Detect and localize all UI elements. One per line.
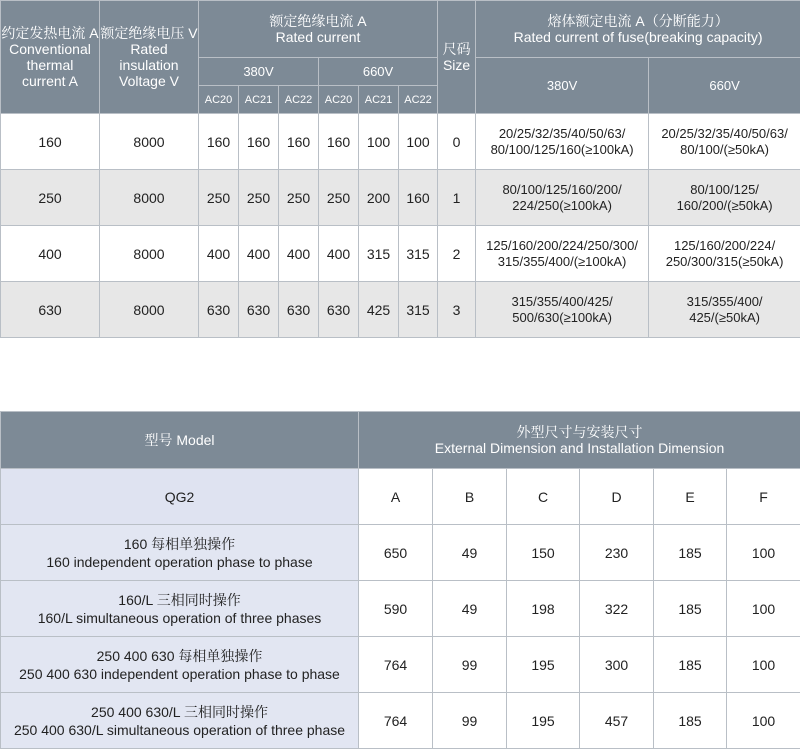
rated-current-cell: 250	[239, 170, 279, 226]
insulation-voltage-cell: 8000	[100, 170, 199, 226]
rated-current-cell: 250	[199, 170, 239, 226]
dimension-letter: A	[359, 469, 433, 525]
insulation-voltage-cell: 8000	[100, 282, 199, 338]
rated-current-header: 额定绝缘电流 A Rated current	[199, 1, 438, 58]
rated-current-cell: 400	[239, 226, 279, 282]
dimension-header: 外型尺寸与安装尺寸 External Dimension and Installation Dimension	[359, 412, 800, 469]
rated-current-cell: 630	[239, 282, 279, 338]
model-variant-cell: 160 每相单独操作 160 independent operation phase to phase	[1, 525, 359, 581]
rated-current-cell: 160	[399, 170, 438, 226]
table-row	[1, 114, 800, 170]
dimension-value: 300	[580, 637, 654, 693]
table-row	[1, 693, 800, 749]
model-name-cell: QG2	[1, 469, 359, 525]
rated-current-cell: 630	[199, 282, 239, 338]
dimension-value: 230	[580, 525, 654, 581]
dimension-value: 100	[727, 637, 800, 693]
insulation-voltage-cell: 8000	[100, 226, 199, 282]
table-row	[1, 170, 800, 226]
thermal-current-cell: 630	[1, 282, 100, 338]
dimension-value: 185	[654, 637, 727, 693]
dimension-value: 650	[359, 525, 433, 581]
fuse-380v-cell: 80/100/125/160/200/ 224/250(≥100kA)	[476, 170, 649, 226]
dimension-value: 457	[580, 693, 654, 749]
size-cell: 0	[438, 114, 476, 170]
table-row	[1, 282, 800, 338]
size-cell: 2	[438, 226, 476, 282]
dimension-value: 764	[359, 637, 433, 693]
dimension-value: 49	[433, 525, 507, 581]
fuse-660v-header: 660V	[649, 58, 800, 114]
thermal-current-header: 约定发热电流 A Conventional thermal current A	[1, 1, 100, 114]
thermal-current-cell: 250	[1, 170, 100, 226]
dimension-value: 195	[507, 693, 580, 749]
dimension-value: 99	[433, 637, 507, 693]
insulation-voltage-header: 额定绝缘电压 V Rated insulation Voltage V	[100, 1, 199, 114]
size-cell: 1	[438, 170, 476, 226]
fuse-380v-cell: 315/355/400/425/ 500/630(≥100kA)	[476, 282, 649, 338]
dimension-value: 185	[654, 525, 727, 581]
rated-current-cell: 315	[399, 226, 438, 282]
table-row	[1, 469, 800, 525]
fuse-380v-cell: 125/160/200/224/250/300/ 315/355/400/(≥100kA)	[476, 226, 649, 282]
dimension-table	[0, 411, 800, 749]
model-variant-cell: 250 400 630/L 三相同时操作 250 400 630/L simultaneous operation of three phase	[1, 693, 359, 749]
fuse-660v-cell: 125/160/200/224/ 250/300/315(≥50kA)	[649, 226, 800, 282]
rated-current-cell: 160	[319, 114, 359, 170]
model-variant-cell: 250 400 630 每相单独操作 250 400 630 independent operation phase to phase	[1, 637, 359, 693]
table-row	[1, 581, 800, 637]
dimension-letter: D	[580, 469, 654, 525]
rated-current-cell: 250	[319, 170, 359, 226]
fuse-660v-cell: 20/25/32/35/40/50/63/ 80/100/(≥50kA)	[649, 114, 800, 170]
rated-current-cell: 315	[399, 282, 438, 338]
category-ac21: AC21	[239, 86, 279, 114]
rated-current-cell: 315	[359, 226, 399, 282]
dimension-value: 185	[654, 581, 727, 637]
category-ac20: AC20	[199, 86, 239, 114]
size-cell: 3	[438, 282, 476, 338]
size-header: 尺码 Size	[438, 1, 476, 114]
dimension-value: 100	[727, 693, 800, 749]
thermal-current-cell: 400	[1, 226, 100, 282]
fuse-current-header: 熔体额定电流 A（分断能力） Rated current of fuse(breaking capacity)	[476, 1, 800, 58]
dimension-letter: B	[433, 469, 507, 525]
rated-current-cell: 400	[279, 226, 319, 282]
dimension-value: 99	[433, 693, 507, 749]
dimension-value: 764	[359, 693, 433, 749]
table-row	[1, 525, 800, 581]
rated-current-cell: 100	[399, 114, 438, 170]
dimension-value: 590	[359, 581, 433, 637]
dimension-value: 195	[507, 637, 580, 693]
thermal-current-cell: 160	[1, 114, 100, 170]
dimension-value: 100	[727, 581, 800, 637]
table-row	[1, 637, 800, 693]
rated-current-cell: 160	[199, 114, 239, 170]
table-row	[1, 226, 800, 282]
fuse-660v-cell: 80/100/125/ 160/200/(≥50kA)	[649, 170, 800, 226]
rated-current-cell: 630	[279, 282, 319, 338]
rated-current-cell: 400	[319, 226, 359, 282]
dimension-value: 49	[433, 581, 507, 637]
fuse-660v-cell: 315/355/400/ 425/(≥50kA)	[649, 282, 800, 338]
insulation-voltage-cell: 8000	[100, 114, 199, 170]
dimension-letter: C	[507, 469, 580, 525]
rated-current-cell: 400	[199, 226, 239, 282]
rated-current-cell: 160	[279, 114, 319, 170]
dimension-value: 322	[580, 581, 654, 637]
dimension-value: 100	[727, 525, 800, 581]
dimension-value: 198	[507, 581, 580, 637]
model-variant-cell: 160/L 三相同时操作 160/L simultaneous operation of three phases	[1, 581, 359, 637]
dimension-value: 150	[507, 525, 580, 581]
rated-660v-header: 660V	[319, 58, 438, 86]
model-header: 型号 Model	[1, 412, 359, 469]
fuse-380v-cell: 20/25/32/35/40/50/63/ 80/100/125/160(≥100kA)	[476, 114, 649, 170]
fuse-380v-header: 380V	[476, 58, 649, 114]
dimension-letter: E	[654, 469, 727, 525]
rated-current-cell: 250	[279, 170, 319, 226]
rated-380v-header: 380V	[199, 58, 319, 86]
category-ac22: AC22	[279, 86, 319, 114]
rated-current-cell: 425	[359, 282, 399, 338]
rated-current-cell: 160	[239, 114, 279, 170]
rated-current-cell: 630	[319, 282, 359, 338]
category-ac22: AC22	[399, 86, 438, 114]
category-ac21: AC21	[359, 86, 399, 114]
category-ac20: AC20	[319, 86, 359, 114]
dimension-letter: F	[727, 469, 800, 525]
dimension-value: 185	[654, 693, 727, 749]
rated-current-cell: 200	[359, 170, 399, 226]
rated-current-cell: 100	[359, 114, 399, 170]
electrical-spec-table	[0, 0, 800, 338]
